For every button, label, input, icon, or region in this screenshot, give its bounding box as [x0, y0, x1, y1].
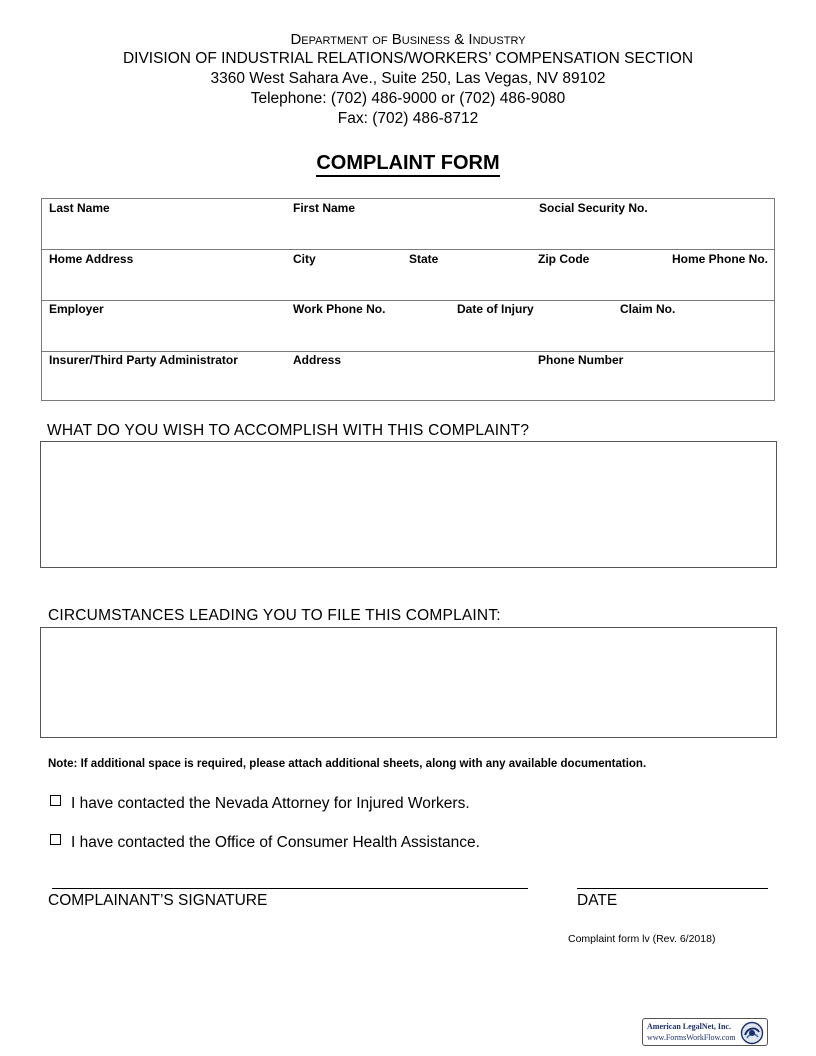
home-address-field[interactable]: Home Address [49, 252, 134, 266]
dept-word-epartment: epartment of [301, 31, 392, 48]
checkbox-row-consumer-health[interactable] [50, 834, 480, 852]
date-line[interactable] [577, 888, 768, 889]
division-heading: DIVISION OF INDUSTRIAL RELATIONS/WORKERS’ COMPENSATION SECTION [122, 50, 694, 67]
form-revision: Complaint form lv (Rev. 6/2018) [568, 933, 716, 945]
table-row-divider [42, 351, 774, 352]
last-name-field[interactable]: Last Name [49, 201, 110, 215]
city-field[interactable]: City [293, 252, 316, 266]
dept-letter-i: I [468, 31, 473, 48]
form-title: COMPLAINT FORM [316, 152, 499, 177]
table-row-divider [42, 300, 774, 301]
dept-word-usiness: usiness & [401, 31, 469, 48]
insurer-tpa-field[interactable]: Insurer/Third Party Administrator [49, 353, 238, 367]
first-name-field[interactable]: First Name [293, 201, 356, 215]
dept-word-ndustry: ndustry [472, 31, 526, 48]
consumer-health-checkbox[interactable] [50, 834, 61, 845]
zip-code-field[interactable]: Zip Code [538, 252, 590, 266]
accomplish-question: WHAT DO YOU WISH TO ACCOMPLISH WITH THIS COMPLAINT? [47, 422, 530, 439]
circumstances-textarea[interactable] [40, 627, 777, 738]
consumer-health-label: I have contacted the Office of Consumer Health Assistance. [71, 834, 480, 851]
employer-field[interactable]: Employer [49, 302, 104, 316]
state-field[interactable]: State [409, 252, 439, 266]
badge-url: www.FormsWorkFlow.com [647, 1033, 736, 1042]
fax-number: Fax: (702) 486-8712 [337, 110, 479, 127]
work-phone-field[interactable]: Work Phone No. [293, 302, 386, 316]
home-phone-field[interactable]: Home Phone No. [672, 252, 769, 266]
claim-number-field[interactable]: Claim No. [620, 302, 676, 316]
form-title-wrap [0, 152, 816, 175]
table-row-divider [42, 249, 774, 250]
checkbox-row-nevada-attorney[interactable] [50, 795, 470, 813]
globe-logo-icon [740, 1021, 764, 1045]
claimant-info-table [41, 198, 775, 401]
legalnet-badge [642, 1018, 768, 1046]
nevada-attorney-checkbox[interactable] [50, 795, 61, 806]
social-security-field[interactable]: Social Security No. [539, 201, 648, 215]
circumstances-question: CIRCUMSTANCES LEADING YOU TO FILE THIS COMPLAINT: [48, 607, 501, 624]
nevada-attorney-label: I have contacted the Nevada Attorney for Injured Workers. [71, 795, 470, 812]
telephone-numbers: Telephone: (702) 486-9000 or (702) 486-9080 [250, 90, 566, 107]
date-label: DATE [577, 892, 618, 909]
dept-letter-b: B [391, 31, 402, 48]
insurer-address-field[interactable]: Address [293, 353, 342, 367]
accomplish-textarea[interactable] [40, 441, 777, 568]
additional-space-note: Note: If additional space is required, please attach additional sheets, along with any available documentation. [48, 758, 647, 770]
date-of-injury-field[interactable]: Date of Injury [457, 302, 534, 316]
office-address: 3360 West Sahara Ave., Suite 250, Las Vegas, NV 89102 [210, 70, 606, 87]
signature-label: COMPLAINANT’S SIGNATURE [48, 892, 268, 909]
insurer-phone-field[interactable]: Phone Number [538, 353, 624, 367]
department-heading [0, 30, 816, 50]
signature-line[interactable] [52, 888, 528, 889]
dept-letter-d: D [290, 31, 302, 48]
badge-company: American LegalNet, Inc. [647, 1022, 731, 1031]
